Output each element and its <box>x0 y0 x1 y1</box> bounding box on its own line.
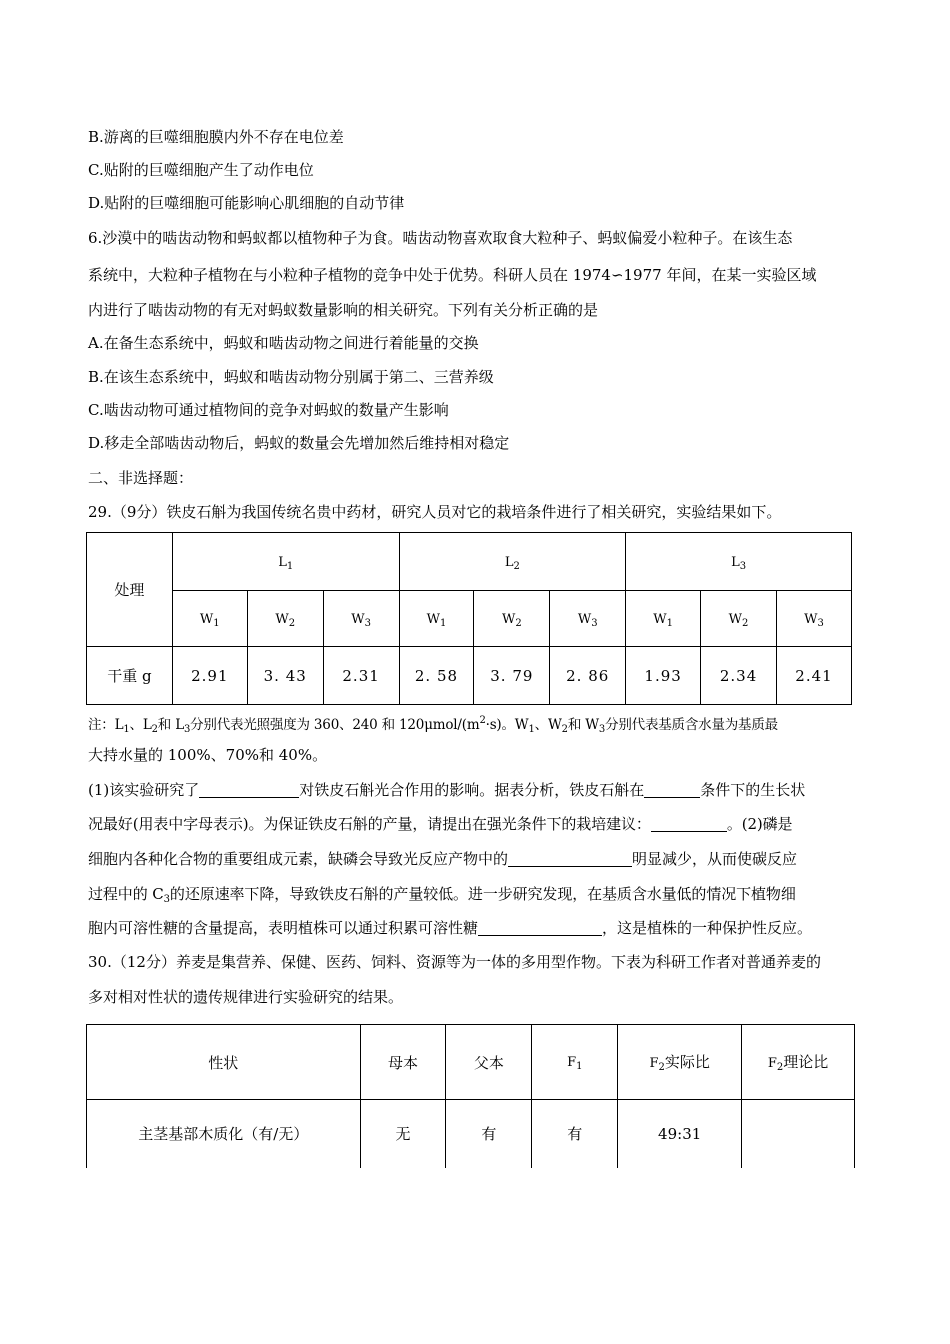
answer-blank[interactable] <box>508 851 632 867</box>
q29-part2-line2: 过程中的 $C_3$的还原速率下降，导致铁皮石斛的产量较低。进一步研究发现，在基质含水量低的情况下植物细 <box>88 885 796 905</box>
water-level: $W_3$ <box>550 591 626 647</box>
q6-stem-line1: 6.沙漠中的啮齿动物和蚂蚁都以植物种子为食。啮齿动物喜欢取食大粒种子、蚂蚁偏爱小粒种子。在该生态 <box>88 229 793 247</box>
row1-f1: 有 <box>532 1100 618 1168</box>
dry-weight-value: 3. 79 <box>474 647 550 705</box>
header-father: 父本 <box>446 1025 532 1100</box>
dry-weight-value: 2. 58 <box>399 647 474 705</box>
q29-part1-line1: (1)该实验研究了 对铁皮石斛光合作用的影响。据表分析，铁皮石斛在 条件下的生长状 <box>88 781 806 799</box>
dry-weight-header: 干重 g <box>87 647 173 705</box>
q30-stem-line2: 多对相对性状的遗传规律进行实验研究的结果。 <box>88 988 404 1006</box>
header-trait: 性状 <box>87 1025 361 1100</box>
answer-blank[interactable] <box>644 782 700 798</box>
q6-option-b: B.在该生态系统中，蚂蚁和啮齿动物分别属于第二、三营养级 <box>88 368 494 386</box>
dry-weight-value: 2. 86 <box>550 647 626 705</box>
q29-note-line2: 大持水量的 100%、70%和 40%。 <box>88 746 328 764</box>
row1-f2-theory <box>742 1100 855 1168</box>
q29-part2-line1: 细胞内各种化合物的重要组成元素，缺磷会导致光反应产物中的 明显减少，从而使碳反应 <box>88 850 798 868</box>
dry-weight-value: 1.93 <box>626 647 701 705</box>
q30-stem-line1: 30.（12分）养麦是集营养、保健、医药、饲料、资源等为一体的多用型作物。下表为科研工作者对普通养麦的 <box>88 953 821 971</box>
light-group-l2: $L_2$ <box>399 533 626 591</box>
light-group-l3: $L_3$ <box>626 533 852 591</box>
q6-option-c: C.啮齿动物可通过植物间的竞争对蚂蚁的数量产生影响 <box>88 401 449 419</box>
water-level: $W_2$ <box>474 591 550 647</box>
dry-weight-value: 2.41 <box>777 647 852 705</box>
row1-f2-actual: 49:31 <box>618 1100 742 1168</box>
q30-data-table <box>86 1024 855 1168</box>
water-level: $W_1$ <box>626 591 701 647</box>
header-f1: $F_1$ <box>532 1025 618 1100</box>
dry-weight-value: 2.34 <box>701 647 777 705</box>
q5-option-d: D.贴附的巨噬细胞可能影响心肌细胞的自动节律 <box>88 194 405 212</box>
light-group-l1: $L_1$ <box>172 533 399 591</box>
water-level: $W_1$ <box>399 591 474 647</box>
water-level: $W_1$ <box>172 591 247 647</box>
water-level: $W_3$ <box>777 591 852 647</box>
water-level: $W_3$ <box>323 591 399 647</box>
treatment-header: 处理 <box>87 533 173 647</box>
q6-option-a: A.在备生态系统中，蚂蚁和啮齿动物之间进行着能量的交换 <box>88 334 479 352</box>
answer-blank[interactable] <box>478 920 602 936</box>
header-f2-theory: $F_2$理论比 <box>742 1025 855 1100</box>
dry-weight-value: 2.91 <box>172 647 247 705</box>
q6-stem-line3: 内进行了啮齿动物的有无对蚂蚁数量影响的相关研究。下列有关分析正确的是 <box>88 301 599 319</box>
answer-blank[interactable] <box>199 782 299 798</box>
water-level: $W_2$ <box>701 591 777 647</box>
answer-blank[interactable] <box>651 816 727 832</box>
section-heading: 二、非选择题： <box>88 469 194 487</box>
q29-data-table <box>86 532 852 705</box>
water-level: $W_2$ <box>247 591 323 647</box>
q6-stem-line2: 系统中，大粒种子植物在与小粒种子植物的竞争中处于优势。科研人员在 1974∽1977 年间，在某一实验区域 <box>88 266 817 284</box>
q29-table-note: 注：$L_1$、$L_2$和 $L_3$分别代表光照强度为 360、240 和 $120\mu mol/(m^2\cdot s)$。$W_1$、$W_2$和 $W_3$分别代表基质含水量为基质最 <box>88 715 778 735</box>
q29-stem: 29.（9分）铁皮石斛为我国传统名贵中药材，研究人员对它的栽培条件进行了相关研究，实验结果如下。 <box>88 503 782 521</box>
header-f2-actual: $F_2$实际比 <box>618 1025 742 1100</box>
dry-weight-value: 2.31 <box>323 647 399 705</box>
header-mother: 母本 <box>360 1025 446 1100</box>
q6-option-d: D.移走全部啮齿动物后，蚂蚁的数量会先增加然后维持相对稳定 <box>88 434 510 452</box>
q5-option-c: C.贴附的巨噬细胞产生了动作电位 <box>88 161 314 179</box>
q29-part2-line3: 胞内可溶性糖的含量提高，表明植株可以通过积累可溶性糖 ，这是植株的一种保护性反应。 <box>88 919 813 937</box>
row1-father: 有 <box>446 1100 532 1168</box>
q5-option-b: B.游离的巨噬细胞膜内外不存在电位差 <box>88 128 344 146</box>
dry-weight-value: 3. 43 <box>247 647 323 705</box>
q29-part1-line2: 况最好(用表中字母表示)。为保证铁皮石斛的产量，请提出在强光条件下的栽培建议： 。(2)磷是 <box>88 815 793 833</box>
row1-trait: 主茎基部木质化（有/无） <box>87 1100 361 1168</box>
row1-mother: 无 <box>360 1100 446 1168</box>
